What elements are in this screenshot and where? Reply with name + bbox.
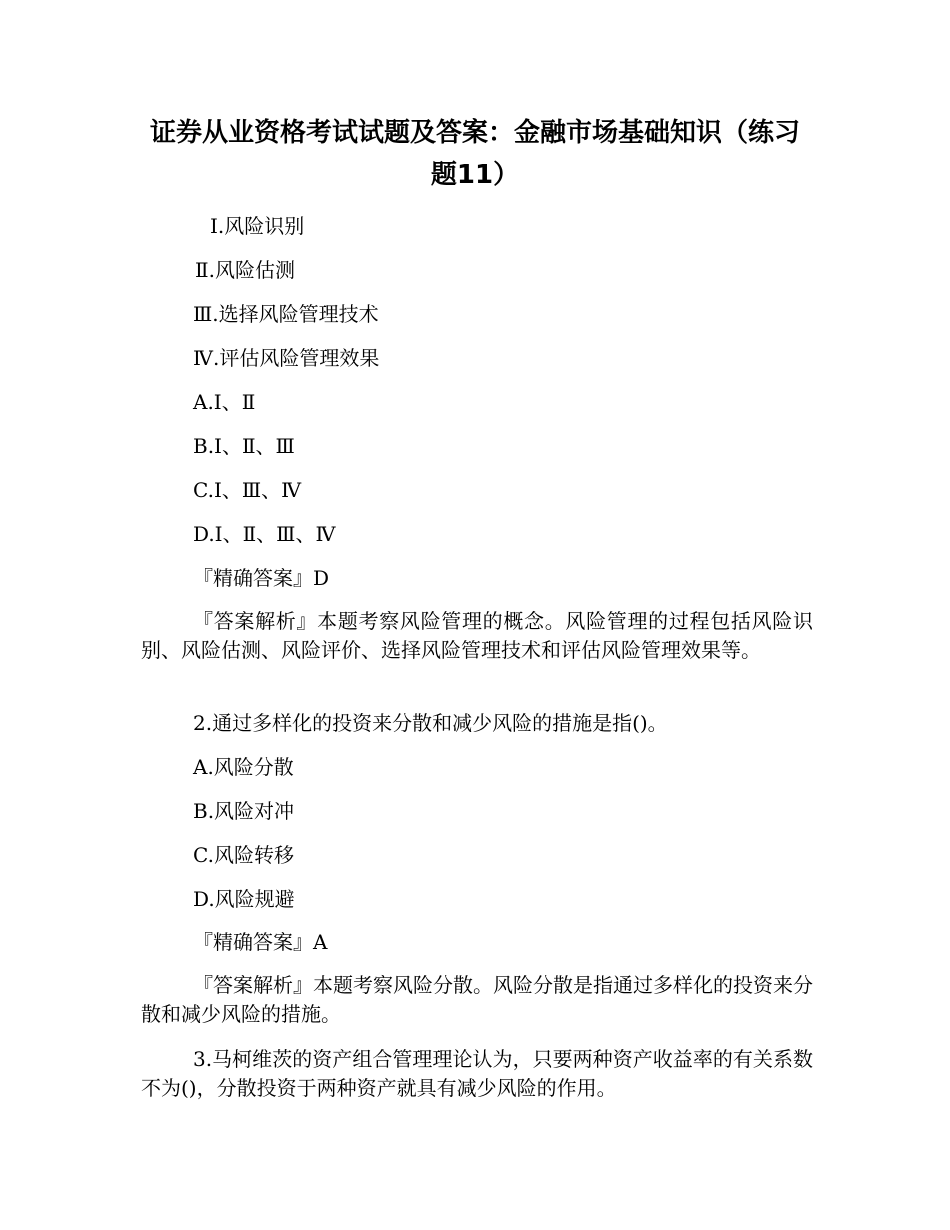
q1-option-d: D.Ⅰ、Ⅱ、Ⅲ、Ⅳ (193, 522, 336, 546)
q1-option-b: B.Ⅰ、Ⅱ、Ⅲ (193, 434, 295, 458)
q1-option-c: C.Ⅰ、Ⅲ、Ⅳ (193, 478, 302, 502)
q2-analysis: 『答案解析』本题考察风险分散。风险分散是指通过多样化的投资来分散和减少风险的措施。 (141, 973, 813, 1026)
q2-option-c: C.风险转移 (193, 843, 294, 867)
q2-option-d: D.风险规避 (193, 887, 295, 911)
q3-question: 3.马柯维茨的资产组合管理理论认为，只要两种资产收益率的有关系数不为()，分散投资于两种资产就具有减少风险的作用。 (141, 1047, 813, 1100)
q1-analysis: 『答案解析』本题考察风险管理的概念。风险管理的过程包括风险识别、风险估测、风险评价、选择风险管理技术和评估风险管理效果等。 (141, 609, 813, 662)
q1-answer: 『精确答案』D (193, 566, 330, 590)
q2-option-b: B.风险对冲 (193, 799, 295, 823)
q1-item-2: Ⅱ.风险估测 (195, 258, 295, 282)
document-title: 证券从业资格考试试题及答案：金融市场基础知识（练习题11） (149, 118, 800, 190)
q2-answer: 『精确答案』A (193, 930, 328, 954)
q1-option-a: A.Ⅰ、Ⅱ (193, 390, 256, 414)
q2-question: 2.通过多样化的投资来分散和减少风险的措施是指()。 (193, 711, 668, 735)
q2-option-a: A.风险分散 (193, 755, 294, 779)
q1-item-4: Ⅳ.评估风险管理效果 (193, 346, 380, 370)
q1-item-1: Ⅰ.风险识别 (210, 214, 305, 238)
q1-item-3: Ⅲ.选择风险管理技术 (193, 302, 379, 326)
